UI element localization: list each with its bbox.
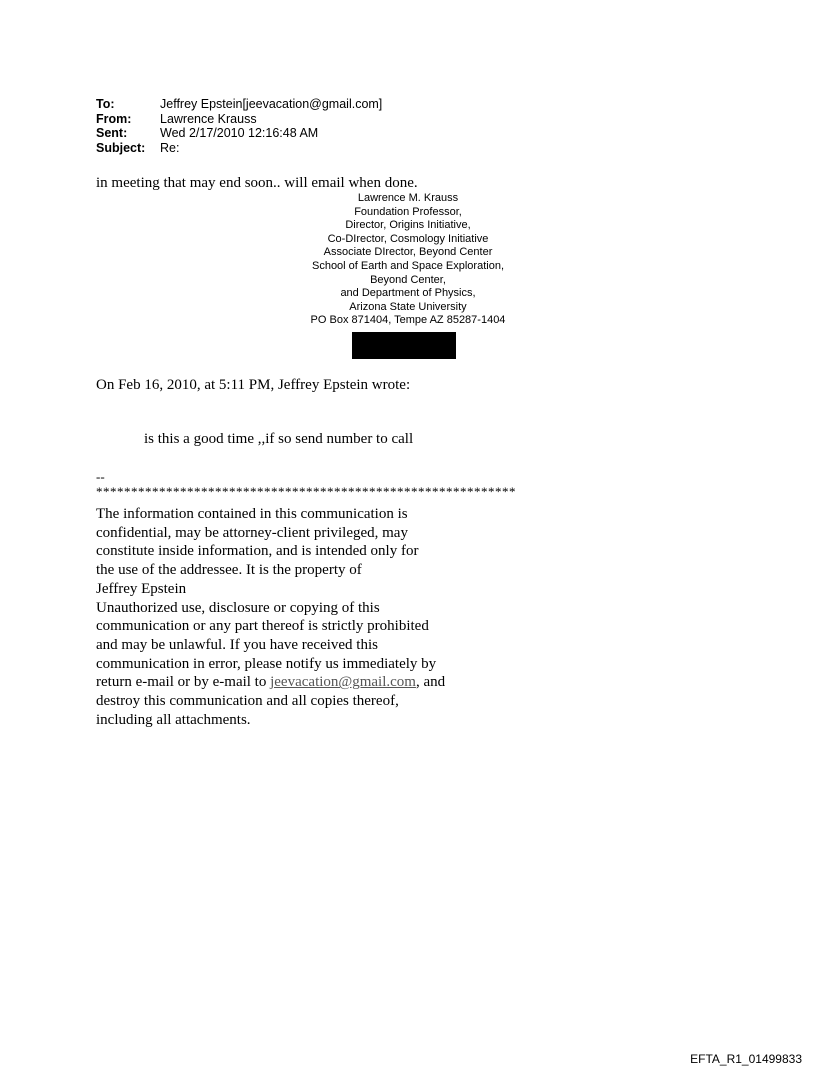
disclaimer-line: The information contained in this communication is [96,506,408,522]
disclaimer-line [96,673,516,692]
sent-label: Sent: [96,126,128,140]
disclaimer-line: the use of the addressee. It is the property of [96,562,362,579]
signature-line: and Department of Physics, [340,287,476,300]
disclaimer-line: destroy this communication and all copies thereof, [96,693,399,710]
sent-value: Wed 2/17/2010 12:16:48 AM [160,126,319,140]
disclaimer-line: communication in error, please notify us immediately by [96,655,437,672]
disclaimer-line: Unauthorized use, disclosure or copying of this [96,599,380,616]
to-label: To: [96,97,115,111]
disclaimer-line: Jeffrey Epstein [96,580,187,597]
separator-stars: ************************************************************ [96,484,516,499]
disclaimer-line: constitute inside information, and is intended only for [96,543,419,560]
separator-dash: -- [96,469,105,484]
from-row [96,112,382,127]
signature-line: Foundation Professor, [354,205,462,218]
sent-row [96,126,382,141]
signature-line: Associate DIrector, Beyond Center [323,246,493,259]
message-body: in meeting that may end soon.. will email when done. [96,175,418,191]
signature-line: Director, Origins Initiative, [345,219,471,232]
signature-line: PO Box 871404, Tempe AZ 85287-1404 [310,314,506,327]
from-value: Lawrence Krauss [160,111,257,126]
signature-line: School of Earth and Space Exploration, [311,259,504,272]
disclaimer-line: confidential, may be attorney-client privileged, may [96,524,408,541]
disclaimer [96,505,516,729]
subject-label: Subject: [96,140,146,155]
subject-value: Re: [160,140,180,155]
signature-line: Beyond Center, [370,273,446,286]
disclaimer-line: communication or any part thereof is strictly prohibited [96,618,429,635]
redaction-box [352,332,456,359]
signature-block [258,192,558,328]
signature-line: Co-DIrector, Cosmology Initiative [327,232,489,245]
email-header [96,97,382,155]
subject-row [96,141,382,156]
email-link[interactable]: jeevacation@gmail.com [270,674,416,691]
from-label: From: [96,111,132,126]
document-id: EFTA_R1_01499833 [690,1052,802,1066]
to-row [96,97,382,112]
disclaimer-text: , and [415,674,446,691]
to-value: Jeffrey Epstein[jeevacation@gmail.com] [160,97,383,111]
disclaimer-line: including all attachments. [96,711,251,728]
disclaimer-text: return e-mail or by e-mail to [96,674,271,691]
quoted-body: is this a good time ,,if so send number to call [144,431,414,447]
quoted-header: On Feb 16, 2010, at 5:11 PM, Jeffrey Epstein wrote: [96,377,411,393]
signature-line: Lawrence M. Krauss [357,192,459,204]
signature-line: Arizona State University [349,300,467,313]
disclaimer-line: and may be unlawful. If you have received this [96,636,378,653]
